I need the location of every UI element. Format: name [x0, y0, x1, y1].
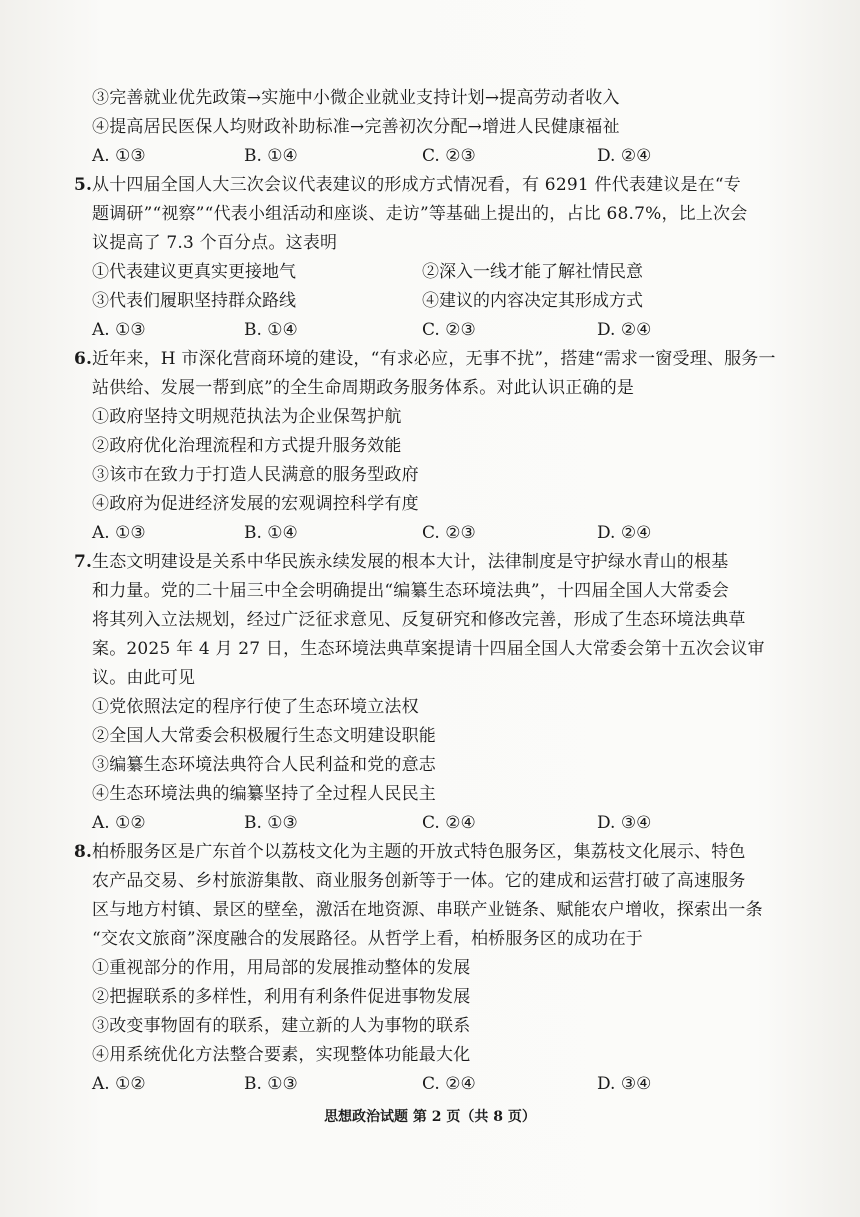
choice-b: B. ①④: [244, 523, 298, 543]
choice-d: D. ②④: [597, 523, 652, 543]
choice-c: C. ②④: [422, 813, 476, 833]
option-2: ②政府优化治理流程和方式提升服务效能: [92, 436, 402, 456]
option-4: ④生态环境法典的编纂坚持了全过程人民民主: [92, 784, 436, 804]
choice-a: A. ①②: [92, 813, 146, 833]
option-1: ①政府坚持文明规范执法为企业保驾护航: [92, 407, 402, 427]
choice-b: B. ①③: [244, 813, 298, 833]
option-line: ③完善就业优先政策→实施中小微企业就业支持计划→提高劳动者收入: [92, 88, 620, 108]
question-number: 8.: [74, 842, 93, 862]
question-6: [74, 345, 792, 548]
choice-a: A. ①③: [92, 523, 146, 543]
option-row: [92, 258, 792, 287]
option-2: ②深入一线才能了解社情民意: [422, 262, 643, 282]
answer-choices: [92, 142, 792, 171]
choice-c: C. ②③: [422, 523, 476, 543]
question-stem-line: 站供给、发展一帮到底”的全生命周期政务服务体系。对此认识正确的是: [92, 378, 635, 398]
option-line: ④提高居民医保人均财政补助标准→完善初次分配→增进人民健康福祉: [92, 117, 620, 137]
option-4: ④政府为促进经济发展的宏观调控科学有度: [92, 494, 419, 514]
answer-choices: [92, 316, 792, 345]
question-stem-line: “交农文旅商”深度融合的发展路径。从哲学上看，柏桥服务区的成功在于: [92, 929, 643, 949]
choice-a: A. ①③: [92, 146, 146, 166]
option-3: ③编纂生态环境法典符合人民利益和党的意志: [92, 755, 436, 775]
answer-choices: [92, 519, 792, 548]
choice-a: A. ①③: [92, 320, 146, 340]
question-stem-line: 题调研”“视察”“代表小组活动和座谈、走访”等基础上提出的，占比 68.7%，比上次会: [92, 204, 748, 224]
choice-d: D. ③④: [597, 1074, 652, 1094]
question-number: 5.: [74, 175, 93, 195]
choice-d: D. ②④: [597, 320, 652, 340]
question-7: [74, 548, 792, 838]
option-2: ②把握联系的多样性，利用有利条件促进事物发展: [92, 987, 471, 1007]
exam-content: [74, 84, 792, 1099]
question-stem-line: 议提高了 7.3 个百分点。这表明: [92, 233, 338, 253]
answer-choices: [92, 809, 792, 838]
choice-b: B. ①④: [244, 320, 298, 340]
option-4: ④建议的内容决定其形成方式: [422, 291, 643, 311]
choice-a: A. ①②: [92, 1074, 146, 1094]
option-3: ③代表们履职坚持群众路线: [92, 291, 296, 311]
choice-c: C. ②③: [422, 320, 476, 340]
question-number: 6.: [74, 349, 93, 369]
choice-d: D. ②④: [597, 146, 652, 166]
question-number: 7.: [74, 552, 93, 572]
question-stem-line: 和力量。党的二十届三中全会明确提出“编纂生态环境法典”，十四届全国人大常委会: [92, 581, 729, 601]
option-3: ③该市在致力于打造人民满意的服务型政府: [92, 465, 419, 485]
question-stem-line: 将其列入立法规划，经过广泛征求意见、反复研究和修改完善，形成了生态环境法典草: [92, 610, 746, 630]
option-1: ①重视部分的作用，用局部的发展推动整体的发展: [92, 958, 471, 978]
option-1: ①代表建议更真实更接地气: [92, 262, 296, 282]
question-stem-line: 近年来，H 市深化营商环境的建设，“有求必应，无事不扰”，搭建“需求一窗受理、服务一: [92, 349, 776, 369]
choice-b: B. ①③: [244, 1074, 298, 1094]
option-4: ④用系统优化方法整合要素，实现整体功能最大化: [92, 1045, 471, 1065]
page-footer: 思想政治试题 第 2 页（共 8 页）: [324, 1109, 536, 1125]
choice-d: D. ③④: [597, 813, 652, 833]
question-stem-line: 区与地方村镇、景区的壁垒，激活在地资源、串联产业链条、赋能农户增收，探索出一条: [92, 900, 763, 920]
choice-b: B. ①④: [244, 146, 298, 166]
question-stem-line: 案。2025 年 4 月 27 日，生态环境法典草案提请十四届全国人大常委会第十五次会议审: [92, 639, 765, 659]
option-2: ②全国人大常委会积极履行生态文明建设职能: [92, 726, 436, 746]
question-8: [74, 838, 792, 1099]
option-3: ③改变事物固有的联系，建立新的人为事物的联系: [92, 1016, 471, 1036]
option-1: ①党依照法定的程序行使了生态环境立法权: [92, 697, 419, 717]
question-stem-line: 农产品交易、乡村旅游集散、商业服务创新等于一体。它的建成和运营打破了高速服务: [92, 871, 746, 891]
question-5: [74, 171, 792, 345]
option-row: [92, 287, 792, 316]
answer-choices: [92, 1070, 792, 1099]
question-stem-line: 生态文明建设是关系中华民族永续发展的根本大计，法律制度是守护绿水青山的根基: [92, 552, 729, 572]
question-stem-line: 柏桥服务区是广东首个以荔枝文化为主题的开放式特色服务区，集荔枝文化展示、特色: [92, 842, 746, 862]
choice-c: C. ②③: [422, 146, 476, 166]
question-stem-line: 从十四届全国人大三次会议代表建议的形成方式情况看，有 6291 件代表建议是在“专: [92, 175, 741, 195]
choice-c: C. ②④: [422, 1074, 476, 1094]
question-stem-line: 议。由此可见: [92, 668, 196, 688]
